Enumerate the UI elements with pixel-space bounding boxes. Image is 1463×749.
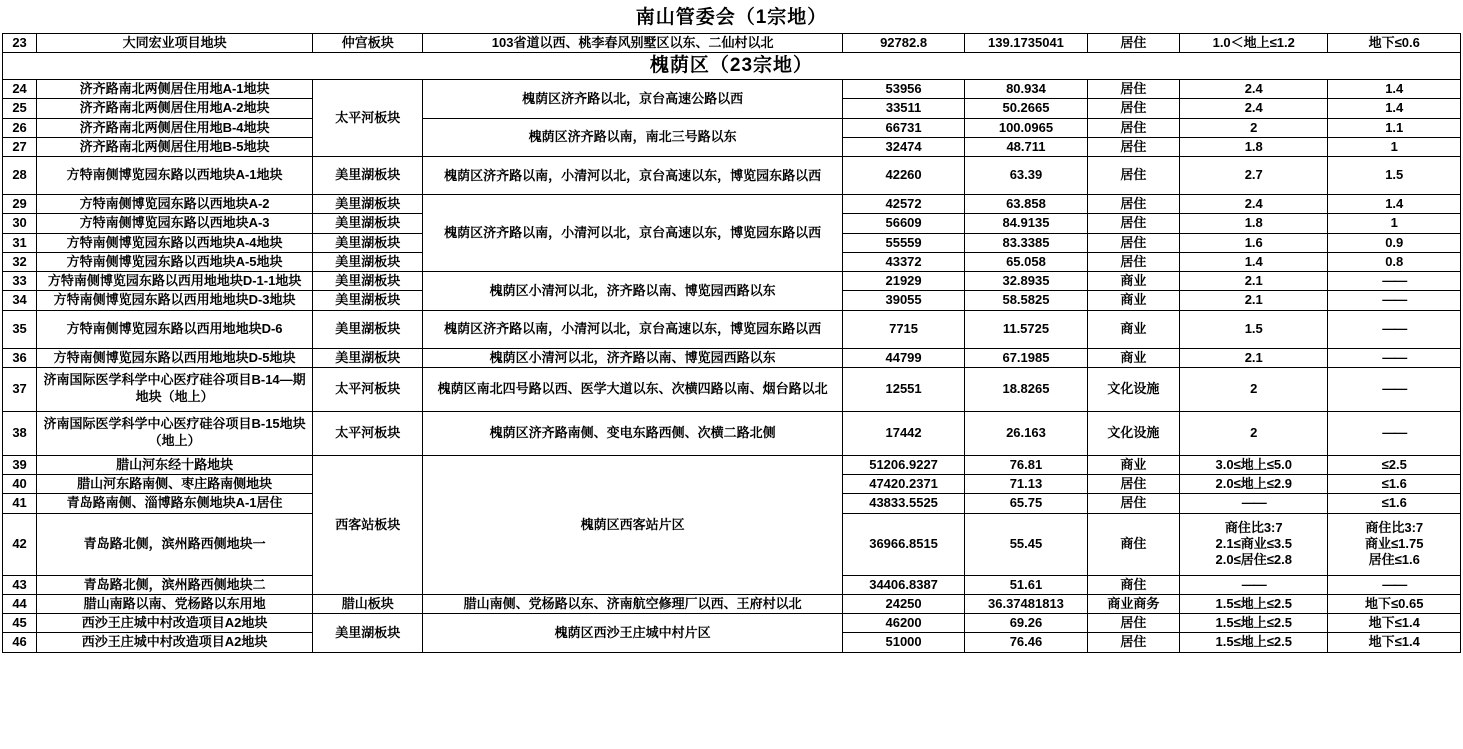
underground-ratio: 1.1 [1328, 118, 1461, 137]
land-name: 方特南侧博览园东路以西用地地块D-5地块 [37, 348, 313, 367]
table-row [3, 157, 1461, 195]
row-index: 31 [3, 233, 37, 252]
build-value: 139.1735041 [965, 34, 1087, 53]
land-name: 济齐路南北两侧居住用地B-4地块 [37, 118, 313, 137]
plate-name: 太平河板块 [313, 80, 423, 157]
area-value: 43372 [842, 252, 964, 271]
above-ground-ratio: —— [1179, 494, 1328, 513]
land-use: 商业 [1087, 272, 1179, 291]
above-ground-ratio: 2.1 [1179, 272, 1328, 291]
location: 槐荫区南北四号路以西、医学大道以东、次横四路以南、烟台路以北 [423, 367, 842, 411]
table-row [3, 34, 1461, 53]
land-name: 方特南侧博览园东路以西用地地块D-1-1地块 [37, 272, 313, 291]
land-name: 济齐路南北两侧居住用地B-5地块 [37, 137, 313, 156]
table-row [3, 367, 1461, 411]
build-value: 55.45 [965, 513, 1087, 575]
plate-name: 美里湖板块 [313, 291, 423, 310]
above-ground-ratio: 1.0＜地上≤1.2 [1179, 34, 1328, 53]
land-name: 方特南侧博览园东路以西用地地块D-3地块 [37, 291, 313, 310]
build-value: 26.163 [965, 411, 1087, 455]
plate-name: 美里湖板块 [313, 272, 423, 291]
underground-ratio: —— [1328, 575, 1461, 594]
build-value: 69.26 [965, 614, 1087, 633]
above-ground-ratio: 2.7 [1179, 157, 1328, 195]
location: 槐荫区西客站片区 [423, 455, 842, 594]
plate-name: 腊山板块 [313, 594, 423, 613]
land-name: 腊山南路以南、党杨路以东用地 [37, 594, 313, 613]
ratio-line-1: 商住比3:7 [1224, 519, 1283, 535]
build-value: 11.5725 [965, 310, 1087, 348]
table-row [3, 80, 1461, 99]
land-name: 方特南侧博览园东路以西地块A-1地块 [37, 157, 313, 195]
land-name: 方特南侧博览园东路以西用地地块D-6 [37, 310, 313, 348]
area-value: 34406.8387 [842, 575, 964, 594]
build-value: 84.9135 [965, 214, 1087, 233]
row-index: 37 [3, 367, 37, 411]
page-title: 南山管委会（1宗地） [635, 7, 828, 28]
area-value: 56609 [842, 214, 964, 233]
land-use: 居住 [1087, 99, 1179, 118]
row-index: 38 [3, 411, 37, 455]
location: 槐荫区济齐路以北，京台高速公路以西 [423, 80, 842, 119]
under-line-1: 商住比3:7 [1365, 519, 1424, 535]
area-value: 51000 [842, 633, 964, 652]
land-use: 居住 [1087, 137, 1179, 156]
area-value: 46200 [842, 614, 964, 633]
underground-ratio: 地下≤0.6 [1328, 34, 1461, 53]
land-use: 商业 [1087, 291, 1179, 310]
row-index: 28 [3, 157, 37, 195]
underground-ratio: 1.5 [1328, 157, 1461, 195]
above-ground-ratio: 3.0≤地上≤5.0 [1179, 455, 1328, 474]
row-index: 29 [3, 195, 37, 214]
land-use: 商住 [1087, 513, 1179, 575]
area-value: 92782.8 [842, 34, 964, 53]
above-ground-ratio: 1.5≤地上≤2.5 [1179, 614, 1328, 633]
land-use: 居住 [1087, 80, 1179, 99]
area-value: 44799 [842, 348, 964, 367]
above-ground-ratio: 1.6 [1179, 233, 1328, 252]
area-value: 17442 [842, 411, 964, 455]
build-value: 18.8265 [965, 367, 1087, 411]
location: 槐荫区济齐路以南，小清河以北，京台高速以东，博览园东路以西 [423, 157, 842, 195]
land-name: 济齐路南北两侧居住用地A-2地块 [37, 99, 313, 118]
underground-ratio: ≤1.6 [1328, 475, 1461, 494]
area-value: 36966.8515 [842, 513, 964, 575]
row-index: 42 [3, 513, 37, 575]
underground-ratio: ≤1.6 [1328, 494, 1461, 513]
land-use: 居住 [1087, 118, 1179, 137]
table-row [3, 195, 1461, 214]
above-ground-ratio: 2.4 [1179, 99, 1328, 118]
row-index: 45 [3, 614, 37, 633]
row-index: 39 [3, 455, 37, 474]
under-line-3: 居住≤1.6 [1368, 552, 1420, 568]
above-ground-ratio: 2.0≤地上≤2.9 [1179, 475, 1328, 494]
build-value: 65.058 [965, 252, 1087, 271]
location: 腊山南侧、党杨路以东、济南航空修理厂以西、王府村以北 [423, 594, 842, 613]
row-index: 25 [3, 99, 37, 118]
underground-ratio: —— [1328, 272, 1461, 291]
row-index: 24 [3, 80, 37, 99]
underground-ratio [1328, 513, 1461, 575]
table-row [3, 455, 1461, 474]
row-index: 41 [3, 494, 37, 513]
underground-ratio: 地下≤1.4 [1328, 614, 1461, 633]
land-use: 居住 [1087, 233, 1179, 252]
land-use: 居住 [1087, 614, 1179, 633]
land-use: 文化设施 [1087, 411, 1179, 455]
above-ground-ratio [1179, 513, 1328, 575]
land-use: 商住 [1087, 575, 1179, 594]
build-value: 63.858 [965, 195, 1087, 214]
location: 槐荫区小清河以北，济齐路以南、博览园西路以东 [423, 348, 842, 367]
land-use: 居住 [1087, 34, 1179, 53]
table-row [3, 614, 1461, 633]
underground-ratio: 地下≤0.65 [1328, 594, 1461, 613]
row-index: 34 [3, 291, 37, 310]
location: 槐荫区小清河以北，济齐路以南、博览园西路以东 [423, 272, 842, 311]
plate-name: 太平河板块 [313, 367, 423, 411]
land-name: 济齐路南北两侧居住用地A-1地块 [37, 80, 313, 99]
area-value: 42572 [842, 195, 964, 214]
build-value: 65.75 [965, 494, 1087, 513]
row-index: 27 [3, 137, 37, 156]
underground-ratio: ≤2.5 [1328, 455, 1461, 474]
land-name: 大同宏业项目地块 [37, 34, 313, 53]
underground-ratio: —— [1328, 367, 1461, 411]
area-value: 32474 [842, 137, 964, 156]
area-value: 21929 [842, 272, 964, 291]
land-name: 方特南侧博览园东路以西地块A-4地块 [37, 233, 313, 252]
land-use: 居住 [1087, 475, 1179, 494]
area-value: 55559 [842, 233, 964, 252]
build-value: 32.8935 [965, 272, 1087, 291]
above-ground-ratio: 2.4 [1179, 80, 1328, 99]
land-name: 青岛路南侧、淄博路东侧地块A-1居住 [37, 494, 313, 513]
underground-ratio: 1.4 [1328, 99, 1461, 118]
plate-name: 太平河板块 [313, 411, 423, 455]
area-value: 66731 [842, 118, 964, 137]
plate-name: 美里湖板块 [313, 157, 423, 195]
plate-name: 美里湖板块 [313, 310, 423, 348]
land-use: 居住 [1087, 157, 1179, 195]
location: 槐荫区济齐路南侧、变电东路西侧、次横二路北侧 [423, 411, 842, 455]
area-value: 51206.9227 [842, 455, 964, 474]
land-use: 居住 [1087, 195, 1179, 214]
area-value: 47420.2371 [842, 475, 964, 494]
build-value: 50.2665 [965, 99, 1087, 118]
build-value: 67.1985 [965, 348, 1087, 367]
above-ground-ratio: 1.5 [1179, 310, 1328, 348]
row-index: 32 [3, 252, 37, 271]
build-value: 100.0965 [965, 118, 1087, 137]
location: 槐荫区济齐路以南，小清河以北，京台高速以东，博览园东路以西 [423, 310, 842, 348]
build-value: 83.3385 [965, 233, 1087, 252]
above-ground-ratio: 2.1 [1179, 291, 1328, 310]
section-title: 槐荫区（23宗地） [3, 53, 1461, 80]
build-value: 63.39 [965, 157, 1087, 195]
table-row [3, 272, 1461, 291]
plate-name: 美里湖板块 [313, 348, 423, 367]
land-use: 商业商务 [1087, 594, 1179, 613]
above-ground-ratio: 1.5≤地上≤2.5 [1179, 594, 1328, 613]
table-row [3, 348, 1461, 367]
land-name: 西沙王庄城中村改造项目A2地块 [37, 633, 313, 652]
build-value: 58.5825 [965, 291, 1087, 310]
underground-ratio: 1.4 [1328, 80, 1461, 99]
area-value: 24250 [842, 594, 964, 613]
area-value: 39055 [842, 291, 964, 310]
plate-name: 美里湖板块 [313, 195, 423, 214]
row-index: 43 [3, 575, 37, 594]
location: 槐荫区西沙王庄城中村片区 [423, 614, 842, 653]
table-row [3, 411, 1461, 455]
above-ground-ratio: —— [1179, 575, 1328, 594]
under-line-2: 商业≤1.75 [1365, 535, 1424, 551]
row-index: 26 [3, 118, 37, 137]
land-use: 居住 [1087, 252, 1179, 271]
location: 103省道以西、桃李春风别墅区以东、二仙村以北 [423, 34, 842, 53]
land-use: 文化设施 [1087, 367, 1179, 411]
land-name: 青岛路北侧，滨州路西侧地块二 [37, 575, 313, 594]
plate-name: 美里湖板块 [313, 252, 423, 271]
land-name: 济南国际医学科学中心医疗硅谷项目B-15地块（地上） [37, 411, 313, 455]
above-ground-ratio: 2 [1179, 411, 1328, 455]
ratio-line-2: 2.1≤商业≤3.5 [1215, 535, 1292, 551]
row-index: 36 [3, 348, 37, 367]
land-name: 青岛路北侧，滨州路西侧地块一 [37, 513, 313, 575]
land-use: 居住 [1087, 494, 1179, 513]
build-value: 71.13 [965, 475, 1087, 494]
build-value: 36.37481813 [965, 594, 1087, 613]
land-name: 方特南侧博览园东路以西地块A-5地块 [37, 252, 313, 271]
land-name: 腊山河东路南侧、枣庄路南侧地块 [37, 475, 313, 494]
plate-name: 仲宫板块 [313, 34, 423, 53]
underground-ratio: —— [1328, 291, 1461, 310]
row-index: 46 [3, 633, 37, 652]
above-ground-ratio: 1.8 [1179, 137, 1328, 156]
underground-ratio: 地下≤1.4 [1328, 633, 1461, 652]
land-use: 商业 [1087, 310, 1179, 348]
land-name: 济南国际医学科学中心医疗硅谷项目B-14—期地块（地上） [37, 367, 313, 411]
land-name: 方特南侧博览园东路以西地块A-3 [37, 214, 313, 233]
above-ground-ratio: 2 [1179, 367, 1328, 411]
plate-name: 美里湖板块 [313, 233, 423, 252]
underground-ratio: 0.8 [1328, 252, 1461, 271]
build-value: 76.81 [965, 455, 1087, 474]
land-use: 居住 [1087, 633, 1179, 652]
above-ground-ratio: 1.5≤地上≤2.5 [1179, 633, 1328, 652]
area-value: 7715 [842, 310, 964, 348]
build-value: 51.61 [965, 575, 1087, 594]
area-value: 33511 [842, 99, 964, 118]
underground-ratio: —— [1328, 348, 1461, 367]
location: 槐荫区济齐路以南，小清河以北，京台高速以东，博览园东路以西 [423, 195, 842, 272]
underground-ratio: 0.9 [1328, 233, 1461, 252]
land-use: 商业 [1087, 455, 1179, 474]
ratio-line-3: 2.0≤居住≤2.8 [1215, 552, 1292, 568]
underground-ratio: —— [1328, 310, 1461, 348]
section-title-row [3, 53, 1461, 80]
row-index: 30 [3, 214, 37, 233]
land-use: 居住 [1087, 214, 1179, 233]
area-value: 43833.5525 [842, 494, 964, 513]
row-index: 40 [3, 475, 37, 494]
area-value: 53956 [842, 80, 964, 99]
table-row [3, 118, 1461, 137]
table-row [3, 594, 1461, 613]
location: 槐荫区济齐路以南，南北三号路以东 [423, 118, 842, 157]
build-value: 80.934 [965, 80, 1087, 99]
underground-ratio: 1.4 [1328, 195, 1461, 214]
row-index: 44 [3, 594, 37, 613]
row-index: 35 [3, 310, 37, 348]
build-value: 48.711 [965, 137, 1087, 156]
land-name: 腊山河东经十路地块 [37, 455, 313, 474]
area-value: 42260 [842, 157, 964, 195]
above-ground-ratio: 2 [1179, 118, 1328, 137]
plate-name: 美里湖板块 [313, 214, 423, 233]
above-ground-ratio: 1.8 [1179, 214, 1328, 233]
underground-ratio: —— [1328, 411, 1461, 455]
underground-ratio: 1 [1328, 137, 1461, 156]
area-value: 12551 [842, 367, 964, 411]
above-ground-ratio: 2.1 [1179, 348, 1328, 367]
table-row [3, 310, 1461, 348]
underground-ratio: 1 [1328, 214, 1461, 233]
above-ground-ratio: 2.4 [1179, 195, 1328, 214]
land-use: 商业 [1087, 348, 1179, 367]
row-index: 23 [3, 34, 37, 53]
row-index: 33 [3, 272, 37, 291]
land-table [2, 33, 1461, 653]
above-ground-ratio: 1.4 [1179, 252, 1328, 271]
land-name: 西沙王庄城中村改造项目A2地块 [37, 614, 313, 633]
plate-name: 西客站板块 [313, 455, 423, 594]
plate-name: 美里湖板块 [313, 614, 423, 653]
land-name: 方特南侧博览园东路以西地块A-2 [37, 195, 313, 214]
build-value: 76.46 [965, 633, 1087, 652]
